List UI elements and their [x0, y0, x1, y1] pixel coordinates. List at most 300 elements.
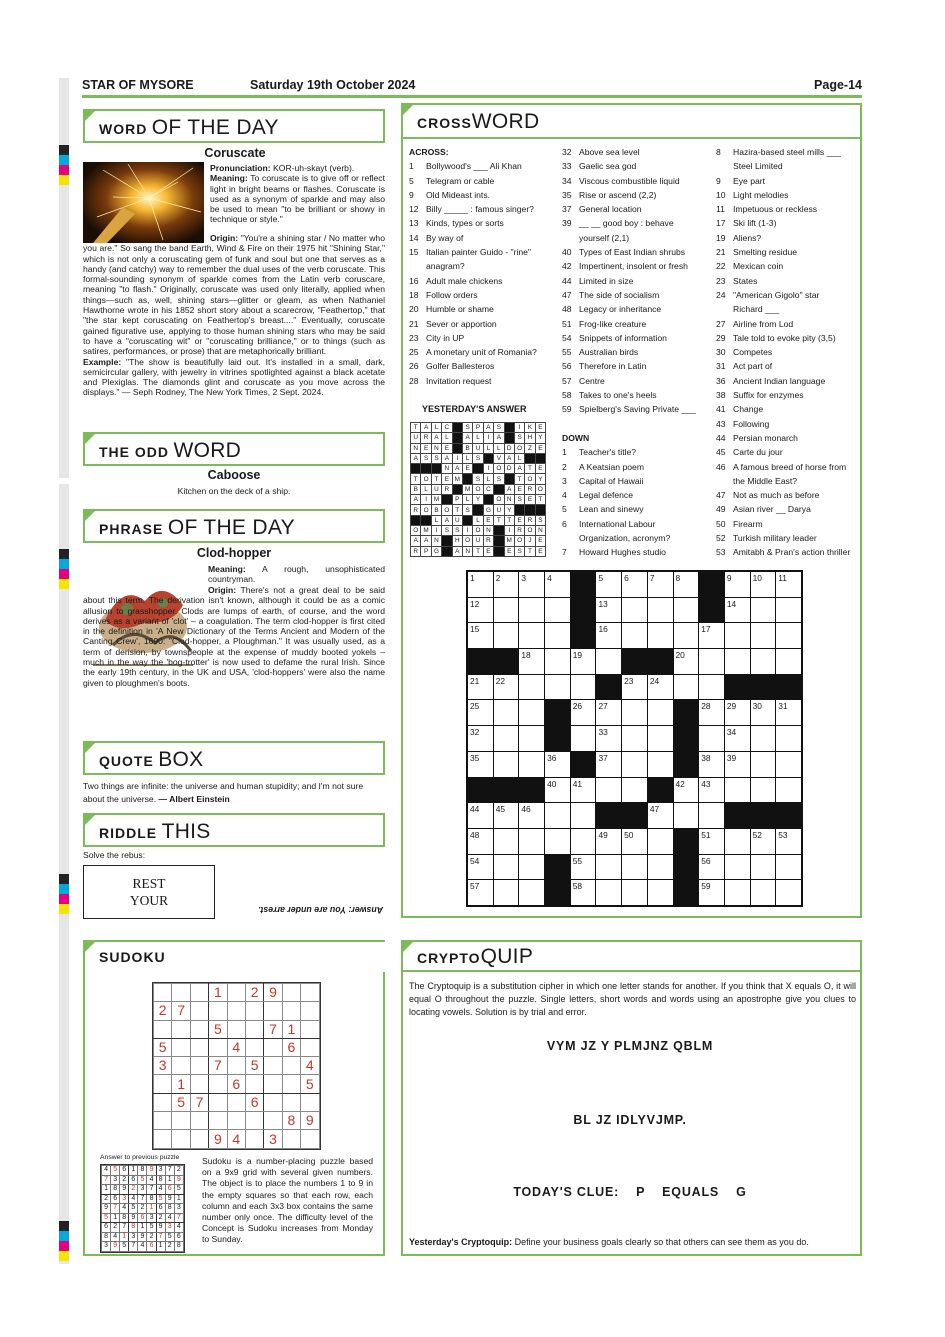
sudoku-cell[interactable] — [172, 984, 190, 1002]
crossword-cell[interactable] — [647, 597, 673, 623]
crossword-cell[interactable] — [724, 777, 750, 803]
crossword-cell[interactable] — [776, 777, 802, 803]
registration-mark — [59, 884, 69, 894]
sudoku-cell[interactable] — [227, 1002, 245, 1020]
sudoku-cell[interactable] — [301, 1002, 319, 1020]
crossword-cell[interactable]: 54 — [468, 854, 494, 880]
sudoku-cell[interactable] — [301, 1093, 319, 1111]
sudoku-cell[interactable] — [227, 1020, 245, 1038]
crossword-cell[interactable] — [724, 854, 750, 880]
registration-mark — [59, 175, 69, 185]
crossword-cell[interactable]: 46 — [519, 803, 545, 829]
sudoku-cell[interactable] — [209, 1075, 227, 1093]
sudoku-cell[interactable] — [245, 1075, 263, 1093]
crossword-cell[interactable] — [519, 828, 545, 854]
clue-text: Airline from Lod — [733, 318, 794, 329]
sudoku-cell[interactable] — [209, 1002, 227, 1020]
black-cell — [570, 751, 596, 777]
crossword-cell[interactable]: 33 — [596, 726, 622, 752]
sudoku-cell[interactable] — [190, 1130, 208, 1148]
crossword-cell[interactable] — [776, 854, 802, 880]
answer-cell: O — [442, 505, 452, 515]
sudoku-cell[interactable] — [154, 1112, 172, 1130]
crossword-cell[interactable] — [519, 700, 545, 726]
crossword-cell[interactable] — [776, 726, 802, 752]
sudoku-answer-cell: 8 — [165, 1204, 174, 1214]
crossword-cell[interactable] — [622, 751, 648, 777]
clue-text: By way of — [426, 232, 464, 243]
sudoku-answer-cell: 1 — [147, 1204, 156, 1214]
crossword-cell[interactable] — [673, 674, 699, 700]
sudoku-cell: 6 — [245, 1093, 263, 1111]
yesterday-answer-grid — [410, 422, 546, 557]
sudoku-cell[interactable] — [154, 1093, 172, 1111]
crossword-cell[interactable]: 7 — [647, 572, 673, 598]
answer-cell: B — [462, 443, 472, 453]
answer-cell: A — [452, 546, 462, 556]
clue-number: 59 — [562, 404, 572, 415]
crossword-cell[interactable] — [647, 751, 673, 777]
answer-cell: I — [483, 464, 493, 474]
crossword-cell[interactable]: 14 — [724, 597, 750, 623]
clue — [562, 531, 714, 545]
sudoku-answer-cell: 3 — [138, 1185, 147, 1195]
crossword-cell[interactable] — [519, 623, 545, 649]
crossword-cell[interactable] — [596, 854, 622, 880]
crossword-cell[interactable] — [493, 880, 519, 906]
clue-text: yourself (2,1) — [579, 232, 630, 243]
sudoku-cell[interactable] — [190, 1112, 208, 1130]
sudoku-cell[interactable] — [301, 1020, 319, 1038]
clue-number: 5 — [409, 175, 414, 186]
crossword-cell[interactable] — [570, 803, 596, 829]
crossword-cell[interactable]: 39 — [724, 751, 750, 777]
clue — [562, 517, 714, 531]
sudoku-cell[interactable] — [264, 1075, 282, 1093]
clue-text: Telegram or cable — [426, 175, 495, 186]
sudoku-cell[interactable] — [264, 1093, 282, 1111]
clue — [716, 216, 858, 230]
crossword-cell[interactable] — [647, 700, 673, 726]
clues-across-col1 — [409, 145, 559, 388]
clue-number: 33 — [562, 161, 572, 172]
crossword-cell[interactable]: 58 — [570, 880, 596, 906]
answer-cell: A — [462, 433, 472, 443]
crossword-cell[interactable] — [647, 880, 673, 906]
answer-cell: A — [411, 495, 421, 505]
clue-text: Legal defence — [579, 490, 633, 501]
clue-number: 50 — [716, 518, 726, 529]
crossword-cell[interactable]: 41 — [570, 777, 596, 803]
sudoku-cell[interactable] — [227, 1093, 245, 1111]
black-cell — [452, 433, 462, 443]
crossword-cell[interactable]: 47 — [647, 803, 673, 829]
clue-number: 48 — [562, 304, 572, 315]
crossword-cell[interactable]: 10 — [750, 572, 776, 598]
clue-number: 23 — [716, 275, 726, 286]
crossword-cell[interactable] — [699, 649, 725, 675]
sudoku-cell[interactable] — [172, 1112, 190, 1130]
clue — [409, 231, 559, 245]
clue-number: 3 — [562, 475, 567, 486]
phrase-meaning — [208, 564, 385, 585]
crossword-cell[interactable]: 4 — [545, 572, 571, 598]
crossword-cell[interactable]: 20 — [673, 649, 699, 675]
answer-cell: I — [462, 525, 472, 535]
sudoku-cell[interactable] — [227, 984, 245, 1002]
crossword-cell[interactable] — [776, 649, 802, 675]
sudoku-cell: 7 — [190, 1093, 208, 1111]
clue — [562, 388, 714, 402]
sudoku-cell: 6 — [227, 1075, 245, 1093]
black-cell — [504, 474, 514, 484]
black-cell — [535, 453, 545, 463]
crossword-cell[interactable] — [519, 854, 545, 880]
crossword-cell[interactable]: 53 — [776, 828, 802, 854]
crossword-cell[interactable]: 29 — [724, 700, 750, 726]
crossword-cell[interactable] — [750, 597, 776, 623]
crossword-cell[interactable] — [493, 597, 519, 623]
crossword-cell[interactable] — [596, 777, 622, 803]
clue-number: 31 — [716, 361, 726, 372]
clue-number: 52 — [716, 533, 726, 544]
crossword-cell[interactable]: 35 — [468, 751, 494, 777]
clue — [716, 188, 858, 202]
crossword-cell[interactable] — [776, 623, 802, 649]
clue-text: __ __ good boy : behave — [579, 218, 674, 229]
sudoku-cell[interactable] — [264, 1002, 282, 1020]
sudoku-cell[interactable] — [190, 1002, 208, 1020]
clue-text: Teacher's title? — [579, 447, 637, 458]
crossword-cell[interactable]: 17 — [699, 623, 725, 649]
crossword-cell[interactable] — [570, 674, 596, 700]
sudoku-cell[interactable] — [245, 1112, 263, 1130]
answer-cell: E — [514, 484, 524, 494]
sudoku-cell[interactable] — [172, 1020, 190, 1038]
answer-cell: O — [514, 536, 524, 546]
registration-mark — [59, 579, 69, 589]
crossword-cell[interactable] — [750, 777, 776, 803]
clue-text: "American Gigolo" star — [733, 289, 820, 300]
crossword-cell[interactable] — [519, 674, 545, 700]
clue — [409, 302, 559, 316]
crossword-cell[interactable]: 18 — [519, 649, 545, 675]
crossword-cell[interactable] — [493, 700, 519, 726]
crossword-cell[interactable]: 21 — [468, 674, 494, 700]
crossword-cell[interactable]: 11 — [776, 572, 802, 598]
crossword-cell[interactable] — [750, 726, 776, 752]
crossword-cell[interactable] — [519, 880, 545, 906]
sudoku-cell[interactable] — [154, 984, 172, 1002]
rebus-box — [83, 865, 215, 919]
answer-cell: T — [525, 546, 535, 556]
answer-cell: L — [494, 443, 504, 453]
crossword-cell[interactable] — [750, 751, 776, 777]
crossword-cell[interactable] — [647, 726, 673, 752]
sudoku-cell[interactable] — [282, 1075, 300, 1093]
sudoku-cell[interactable] — [190, 1075, 208, 1093]
sudoku-answer-cell: 8 — [174, 1242, 183, 1252]
clue — [409, 174, 559, 188]
crossword-cell[interactable] — [647, 828, 673, 854]
clue-number: 28 — [409, 375, 419, 386]
odd-word-word: Caboose — [207, 468, 261, 482]
crossword-cell[interactable]: 32 — [468, 726, 494, 752]
sudoku-cell[interactable] — [245, 1038, 263, 1056]
crossword-cell[interactable] — [545, 674, 571, 700]
sudoku-cell[interactable] — [282, 984, 300, 1002]
crossword-cell[interactable]: 44 — [468, 803, 494, 829]
sudoku-answer-cell: 9 — [165, 1194, 174, 1204]
crossword-cell[interactable] — [750, 854, 776, 880]
crossword-cell[interactable] — [493, 751, 519, 777]
sudoku-answer-cell: 4 — [147, 1175, 156, 1185]
crossword-cell[interactable]: 15 — [468, 623, 494, 649]
crossword-cell[interactable] — [776, 751, 802, 777]
sudoku-cell[interactable] — [190, 1020, 208, 1038]
black-cell — [452, 423, 462, 433]
clue-number: 36 — [716, 375, 726, 386]
sudoku-cell[interactable] — [301, 1130, 319, 1148]
crossword-cell[interactable]: 36 — [545, 751, 571, 777]
crossword-cell[interactable] — [622, 597, 648, 623]
crossword-cell[interactable] — [673, 623, 699, 649]
crossword-cell[interactable]: 42 — [673, 777, 699, 803]
crossword-cell[interactable]: 3 — [519, 572, 545, 598]
registration-mark — [59, 874, 69, 884]
answer-cell: L — [483, 474, 493, 484]
clue — [716, 159, 858, 173]
crossword-cell[interactable]: 56 — [699, 854, 725, 880]
crossword-cell[interactable]: 6 — [622, 572, 648, 598]
crossword-cell[interactable]: 49 — [596, 828, 622, 854]
sudoku-cell[interactable] — [190, 984, 208, 1002]
crossword-cell[interactable]: 28 — [699, 700, 725, 726]
clue-text: International Labour — [579, 518, 656, 529]
sudoku-cell[interactable] — [301, 984, 319, 1002]
yesterday-text: Define your business goals clearly so that others can see them as you do. — [512, 1237, 809, 1247]
crossword-cell[interactable] — [724, 828, 750, 854]
crossword-cell[interactable]: 59 — [699, 880, 725, 906]
crossword-cell[interactable] — [750, 880, 776, 906]
crossword-cell[interactable]: 55 — [570, 854, 596, 880]
answer-cell: P — [421, 546, 431, 556]
crossword-cell[interactable] — [724, 623, 750, 649]
crossword-cell[interactable] — [647, 854, 673, 880]
crossword-cell[interactable]: 31 — [776, 700, 802, 726]
sudoku-cell[interactable] — [264, 1038, 282, 1056]
clue — [716, 231, 858, 245]
crossword-cell[interactable] — [545, 803, 571, 829]
crossword-cell[interactable] — [545, 828, 571, 854]
crossword-cell[interactable] — [622, 777, 648, 803]
clue-text: Adult male chickens — [426, 275, 503, 286]
crossword-cell[interactable] — [699, 726, 725, 752]
crossword-cell[interactable]: 2 — [493, 572, 519, 598]
clue — [716, 474, 858, 488]
black-cell — [514, 505, 524, 515]
crossword-cell[interactable]: 9 — [724, 572, 750, 598]
crossword-cell[interactable] — [596, 649, 622, 675]
sudoku-cell[interactable] — [209, 1038, 227, 1056]
answer-cell: A — [421, 536, 431, 546]
sudoku-answer-cell: 4 — [165, 1213, 174, 1223]
clue-number: 49 — [716, 504, 726, 515]
sudoku-answer-cell: 2 — [129, 1185, 138, 1195]
sudoku-cell[interactable] — [264, 1057, 282, 1075]
crossword-cell[interactable] — [622, 854, 648, 880]
crossword-cell[interactable] — [493, 854, 519, 880]
sudoku-answer-grid — [100, 1164, 185, 1253]
crossword-cell[interactable]: 24 — [647, 674, 673, 700]
crossword-cell[interactable] — [776, 880, 802, 906]
crossword-cell[interactable] — [493, 828, 519, 854]
clue-number: 27 — [716, 318, 726, 329]
answer-cell: U — [473, 443, 483, 453]
crossword-cell[interactable]: 52 — [750, 828, 776, 854]
crossword-cell[interactable] — [622, 880, 648, 906]
sudoku-cell[interactable] — [227, 1112, 245, 1130]
clue-number: 40 — [562, 247, 572, 258]
sudoku-answer-cell: 2 — [102, 1194, 111, 1204]
crossword-cell[interactable]: 23 — [622, 674, 648, 700]
sudoku-cell[interactable] — [209, 1112, 227, 1130]
answer-cell: T — [452, 505, 462, 515]
crossword-cell[interactable]: 25 — [468, 700, 494, 726]
clue-number: 11 — [716, 204, 725, 215]
crossword-cell[interactable] — [545, 623, 571, 649]
crossword-cell[interactable]: 19 — [570, 649, 596, 675]
crossword-cell[interactable] — [622, 623, 648, 649]
answer-cell: N — [462, 546, 472, 556]
answer-cell: E — [535, 443, 545, 453]
crossword-cell[interactable]: 27 — [596, 700, 622, 726]
crossword-cell[interactable]: 57 — [468, 880, 494, 906]
sudoku-cell[interactable] — [154, 1130, 172, 1148]
sudoku-cell[interactable] — [154, 1075, 172, 1093]
crossword-cell[interactable]: 37 — [596, 751, 622, 777]
sudoku-cell[interactable] — [172, 1038, 190, 1056]
clue — [562, 288, 714, 302]
crossword-cell[interactable]: 40 — [545, 777, 571, 803]
sudoku-cell[interactable] — [264, 1112, 282, 1130]
clue-number: 1 — [562, 447, 567, 458]
crossword-cell[interactable] — [545, 649, 571, 675]
sudoku-answer-label: Answer to previous puzzle — [100, 1154, 180, 1161]
sudoku-cell[interactable] — [245, 1020, 263, 1038]
clue-number: 54 — [562, 332, 572, 343]
clue-number: 2 — [562, 461, 567, 472]
crossword-cell[interactable] — [776, 597, 802, 623]
clue — [409, 345, 559, 359]
crossword-cell[interactable]: 8 — [673, 572, 699, 598]
crossword-cell[interactable]: 50 — [622, 828, 648, 854]
crossword-cell[interactable]: 22 — [493, 674, 519, 700]
sudoku-cell[interactable] — [190, 1057, 208, 1075]
crossword-cell[interactable]: 1 — [468, 572, 494, 598]
crossword-cell[interactable]: 12 — [468, 597, 494, 623]
crossword-cell[interactable] — [750, 649, 776, 675]
clue-number: 20 — [409, 304, 419, 315]
sudoku-cell[interactable] — [172, 1057, 190, 1075]
crossword-cell[interactable] — [519, 597, 545, 623]
crossword-cell[interactable] — [570, 726, 596, 752]
clue — [716, 445, 858, 459]
sudoku-cell[interactable] — [301, 1038, 319, 1056]
answer-cell: A — [421, 423, 431, 433]
crossword-cell[interactable] — [622, 700, 648, 726]
sudoku-cell[interactable] — [245, 1002, 263, 1020]
crossword-cell[interactable]: 51 — [699, 828, 725, 854]
clue-number: 45 — [716, 447, 726, 458]
sudoku-cell[interactable] — [282, 1002, 300, 1020]
crossword-cell[interactable] — [673, 803, 699, 829]
sudoku-cell[interactable] — [245, 1130, 263, 1148]
sudoku-cell[interactable] — [190, 1038, 208, 1056]
crossword-cell[interactable]: 16 — [596, 623, 622, 649]
crossword-cell[interactable] — [596, 880, 622, 906]
sudoku-cell[interactable] — [282, 1130, 300, 1148]
clue — [562, 302, 714, 316]
clue-number: 26 — [409, 361, 419, 372]
crossword-cell[interactable] — [519, 751, 545, 777]
crossword-cell[interactable]: 30 — [750, 700, 776, 726]
answer-cell: O — [473, 484, 483, 494]
sudoku-cell[interactable] — [282, 1093, 300, 1111]
answer-cell: U — [452, 515, 462, 525]
answer-cell: I — [431, 525, 441, 535]
crossword-cell[interactable]: 45 — [493, 803, 519, 829]
crossword-cell[interactable]: 26 — [570, 700, 596, 726]
crossword-cell[interactable] — [647, 623, 673, 649]
crossword-cell[interactable] — [519, 726, 545, 752]
crossword-cell[interactable] — [724, 880, 750, 906]
crossword-cell[interactable]: 43 — [699, 777, 725, 803]
sudoku-answer-cell: 8 — [156, 1175, 165, 1185]
crossword-cell[interactable]: 48 — [468, 828, 494, 854]
sudoku-cell[interactable] — [227, 1057, 245, 1075]
answer-cell: R — [525, 484, 535, 494]
clues-down-col3 — [716, 145, 858, 560]
clue — [562, 474, 714, 488]
sudoku-cell[interactable] — [172, 1130, 190, 1148]
crossword-cell[interactable] — [622, 726, 648, 752]
answer-cell: T — [473, 546, 483, 556]
black-cell — [570, 572, 596, 598]
crossword-cell[interactable]: 13 — [596, 597, 622, 623]
crossword-cell[interactable]: 38 — [699, 751, 725, 777]
sudoku-cell[interactable] — [209, 1093, 227, 1111]
sudoku-cell[interactable] — [154, 1020, 172, 1038]
clue — [409, 202, 559, 216]
crossword-cell[interactable] — [699, 803, 725, 829]
sudoku-cell[interactable] — [282, 1057, 300, 1075]
sudoku-answer-cell: 5 — [156, 1194, 165, 1204]
clue — [716, 359, 858, 373]
crossword-cell[interactable] — [724, 649, 750, 675]
crossword-cell[interactable]: 5 — [596, 572, 622, 598]
crossword-cell[interactable] — [493, 623, 519, 649]
clue-number: 37 — [562, 204, 572, 215]
crossword-cell[interactable] — [750, 623, 776, 649]
answer-cell: D — [504, 443, 514, 453]
crossword-cell[interactable] — [493, 726, 519, 752]
crossword-cell[interactable] — [545, 597, 571, 623]
crossword-cell[interactable]: 34 — [724, 726, 750, 752]
crossword-cell[interactable] — [570, 828, 596, 854]
crossword-cell[interactable] — [699, 674, 725, 700]
crossword-cell[interactable] — [673, 597, 699, 623]
